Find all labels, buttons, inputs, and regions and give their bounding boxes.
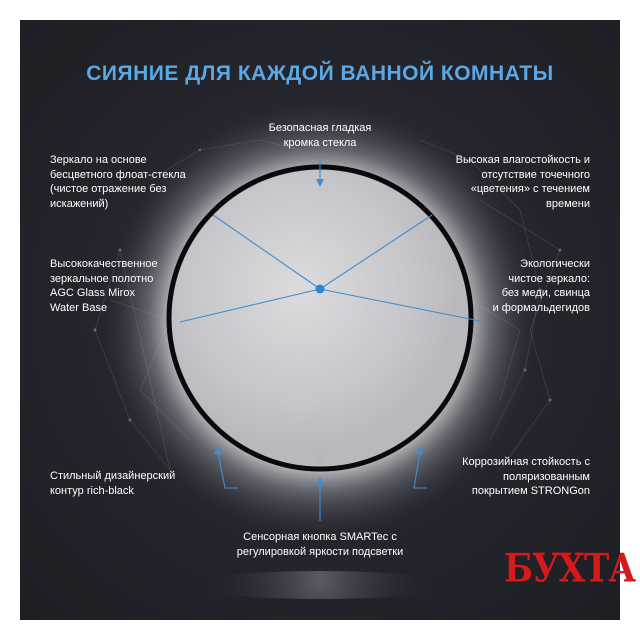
logo-text: БУХТА — [504, 546, 636, 592]
page-title: СИЯНИЕ ДЛЯ КАЖДОЙ ВАННОЙ КОМНАТЫ — [86, 62, 554, 85]
callout-moisture: Высокая влагостойкость и отсутствие точечного «цветения» с течением времени — [455, 154, 590, 210]
callout-safe-edge: Безопасная гладкая кромка стекла — [268, 122, 372, 149]
mirror-glass — [172, 170, 468, 466]
floor-shadow — [190, 571, 450, 599]
callout-sensor: Сенсорная кнопка SMARTec с регулировкой яркости подсветки — [236, 531, 404, 558]
callout-corrosion: Коррозийная стойкость с поляризованным покрытием STRONGon — [462, 456, 590, 497]
callout-contour: Стильный дизайнерский контур rich-black — [50, 470, 176, 497]
callout-eco: Экологически чистое зеркало: без меди, свинца и формальдегидов — [492, 258, 590, 314]
callout-float-glass: Зеркало на основе бесцветного флоат-стекла (чистое отражение без искажений) — [50, 154, 186, 210]
buhta-logo — [500, 542, 640, 640]
center-dot — [316, 285, 325, 294]
callout-agc-glass: Высококачественное зеркальное полотно AGC Glass Mirox Water Base — [50, 258, 158, 314]
